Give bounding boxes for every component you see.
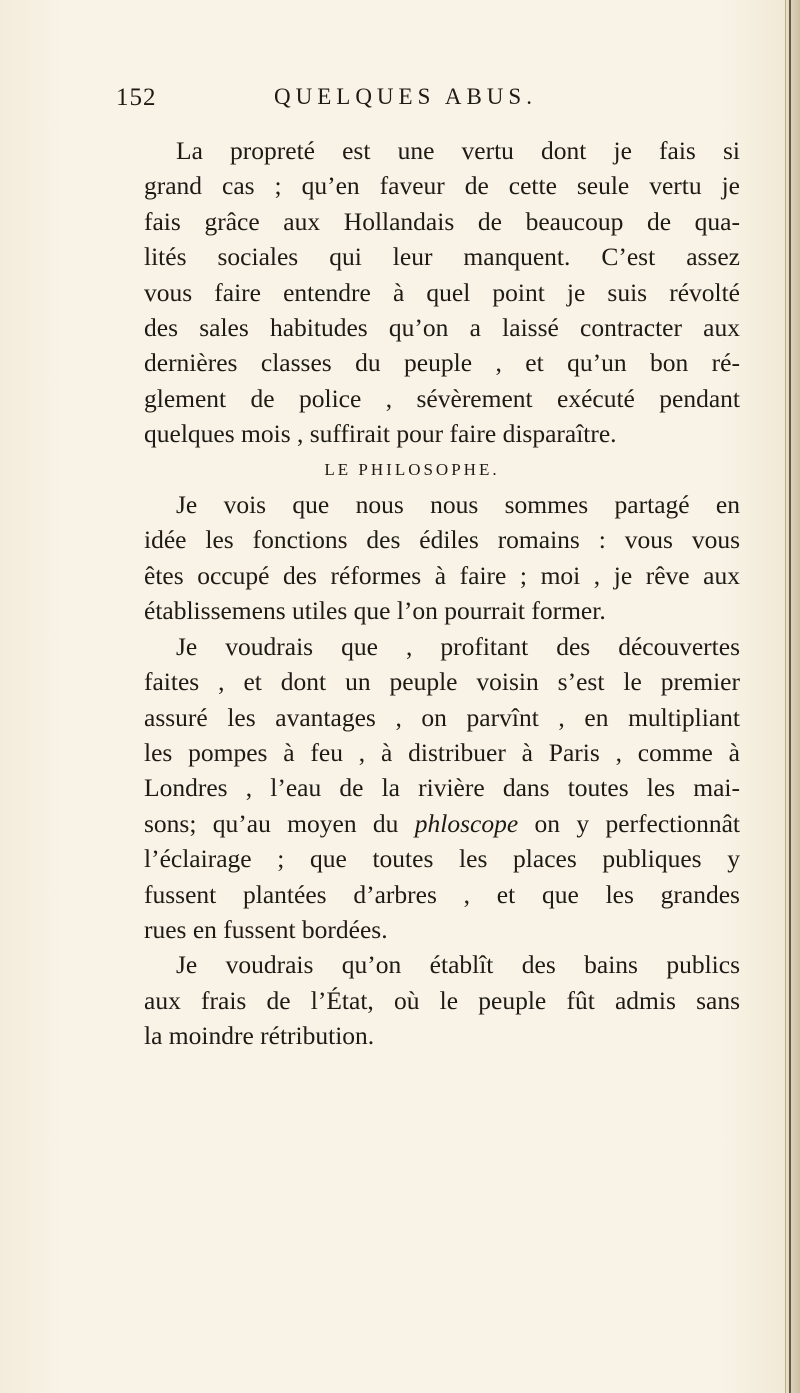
speaker-name: LE PHILOSOPHE. bbox=[324, 459, 500, 479]
page-edge-line bbox=[789, 0, 791, 1393]
text-line: Je vois que nous nous sommes partagé en bbox=[176, 490, 740, 520]
text-line: La propreté est une vertu dont je fais si bbox=[176, 136, 740, 165]
text-fragment: on y perfectionnât bbox=[518, 808, 740, 838]
text-line-italic bbox=[112, 806, 740, 841]
paragraph bbox=[112, 487, 740, 629]
text-fragment: sons; qu’au moyen du bbox=[144, 808, 415, 838]
paragraph bbox=[112, 133, 740, 452]
text-line: assuré les avantages , on parvînt , en multipliant bbox=[144, 702, 740, 732]
text-line: la moindre rétribution. bbox=[144, 1021, 375, 1051]
text-line: les pompes à feu , à distribuer à Paris , comme à bbox=[144, 737, 740, 767]
text-line: grand cas ; qu’en faveur de cette seule vertu je bbox=[144, 171, 740, 201]
text-line: lités sociales qui leur manquent. C’est assez bbox=[144, 242, 740, 272]
text-line: des sales habitudes qu’on a laissé contracter aux bbox=[144, 313, 740, 343]
text-line: vous faire entendre à quel point je suis révolté bbox=[144, 277, 740, 307]
text-line: Londres , l’eau de la rivière dans toutes les mai- bbox=[144, 773, 740, 803]
text-line: quelques mois , suffirait pour faire disparaître. bbox=[144, 419, 617, 449]
text-line: idée les fonctions des édiles romains : vous vous bbox=[144, 525, 740, 555]
page-edge bbox=[785, 0, 800, 1393]
italic-word: phloscope bbox=[414, 808, 519, 838]
page-number: 152 bbox=[116, 84, 157, 111]
text-line: l’éclairage ; que toutes les places publiques y bbox=[144, 844, 740, 874]
text-line: établissemens utiles que l’on pourrait former. bbox=[144, 596, 606, 626]
text-line: faites , et dont un peuple voisin s’est le premier bbox=[144, 667, 740, 697]
text-line: Je voudrais qu’on établît des bains publics bbox=[176, 950, 740, 980]
text-line: aux frais de l’État, où le peuple fût admis sans bbox=[144, 985, 740, 1015]
text-line: glement de police , sévèrement exécuté pendant bbox=[144, 383, 740, 413]
text-line: Je voudrais que , profitant des découvertes bbox=[176, 631, 740, 661]
running-head: QUELQUES ABUS. bbox=[274, 84, 537, 109]
paragraph bbox=[112, 947, 740, 1053]
body-text bbox=[112, 133, 740, 1054]
text-line: êtes occupé des réformes à faire ; moi , je rêve aux bbox=[144, 560, 740, 590]
text-line: fais grâce aux Hollandais de beaucoup de qua- bbox=[144, 206, 740, 236]
text-line: fussent plantées d’arbres , et que les grandes bbox=[144, 879, 740, 909]
text-line: rues en fussent bordées. bbox=[144, 914, 388, 944]
page-header bbox=[116, 84, 736, 120]
paragraph bbox=[112, 629, 740, 948]
text-line: dernières classes du peuple , et qu’un bon ré- bbox=[144, 348, 740, 378]
